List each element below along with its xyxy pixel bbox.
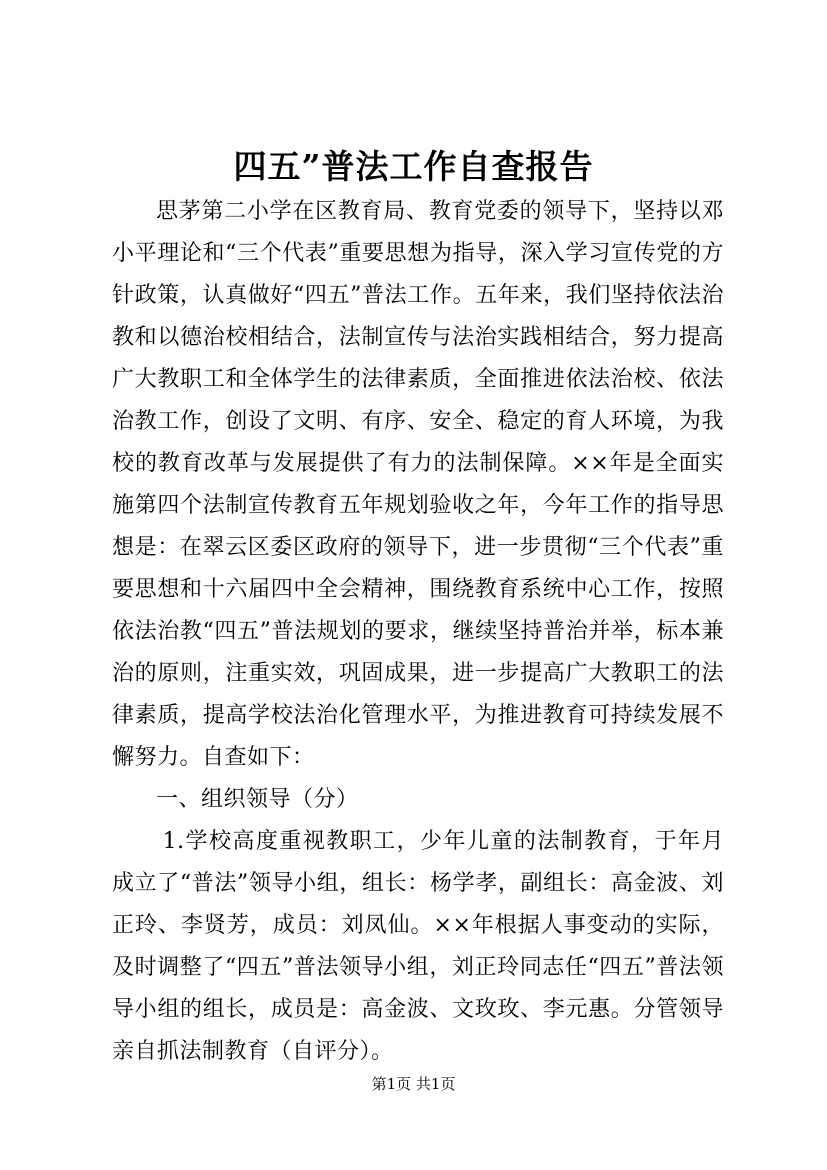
document-title: 四五”普法工作自查报告 xyxy=(233,147,594,186)
document-body xyxy=(112,191,724,1073)
section-heading: 一、组织领导（分） xyxy=(156,787,359,812)
intro-paragraph: 思茅第二小学在区教育局、教育党委的领导下，坚持以邓小平理论和“三个代表”重要思想为指导，深入学习宣传党的方针政策，认真做好“四五”普法工作。五年来，我们坚持依法治教和以德治校相结合，法制宣传与法治实践相结合，努力提高广大教职工和全体学生的法律素质，全面推进依法治校、依法治教工作，创设了文明、有序、安全、稳定的育人环境，为我校的教育改革与发展提供了有力的法制保障。××年是全面实施第四个法制宣传教育五年规划验收之年，今年工作的指导思想是：在翠云区委区政府的领导下，进一步贯彻“三个代表”重要思想和十六届四中全会精神，围绕教育系统中心工作，按照依法治教“四五”普法规划的要求，继续坚持普治并举，标本兼治的原则，注重实效，巩固成果，进一步提高广大教职工的法律素质，提高学校法治化管理水平，为推进教育可持续发展不懈努力。自查如下： xyxy=(112,199,724,770)
page-footer: 第1页 共1页 xyxy=(371,1075,456,1093)
item-paragraph: 1.学校高度重视教职工，少年儿童的法制教育，于年月成立了“普法”领导小组，组长：杨学孝，副组长：高金波、刘正玲、李贤芳，成员：刘凤仙。××年根据人事变动的实际，及时调整了“四五”普法领导小组，刘正玲同志任“四五”普法领导小组的组长，成员是：高金波、文玫玫、李元惠。分管领导亲自抓法制教育（自评分）。 xyxy=(112,829,724,1064)
